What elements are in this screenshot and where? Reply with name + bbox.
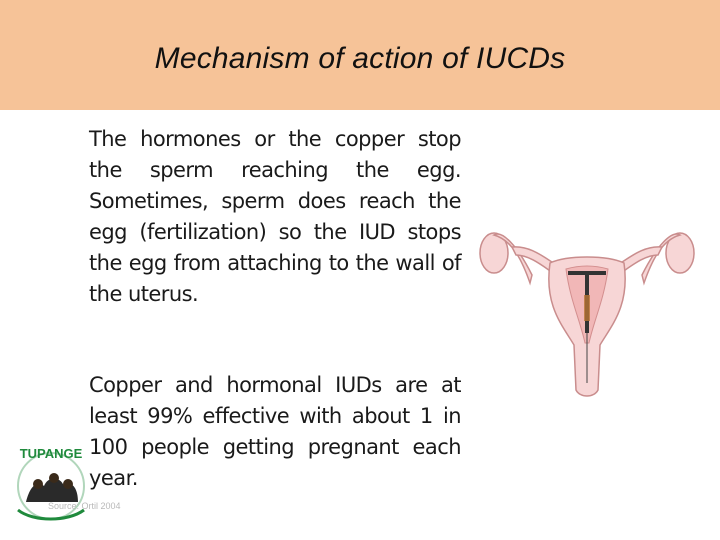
tupange-logo — [8, 440, 94, 532]
logo-letters: TUPANGE — [19, 446, 83, 461]
paragraph-effectiveness: Copper and hormonal IUDs are at least 99% effective with about 1 in 100 people getting pregnant each year. — [89, 373, 461, 490]
uterus-iud-illustration — [472, 205, 702, 400]
source-citation: Source: Ortil 2004 — [48, 501, 121, 511]
slide-title: Mechanism of action of IUCDs — [154, 42, 566, 75]
paragraph-mechanism: The hormones or the copper stop the sperm reaching the egg. Sometimes, sperm does reach the egg (fertilization) so the IUD stops the egg from attaching to the wall of the uterus. — [89, 127, 461, 306]
